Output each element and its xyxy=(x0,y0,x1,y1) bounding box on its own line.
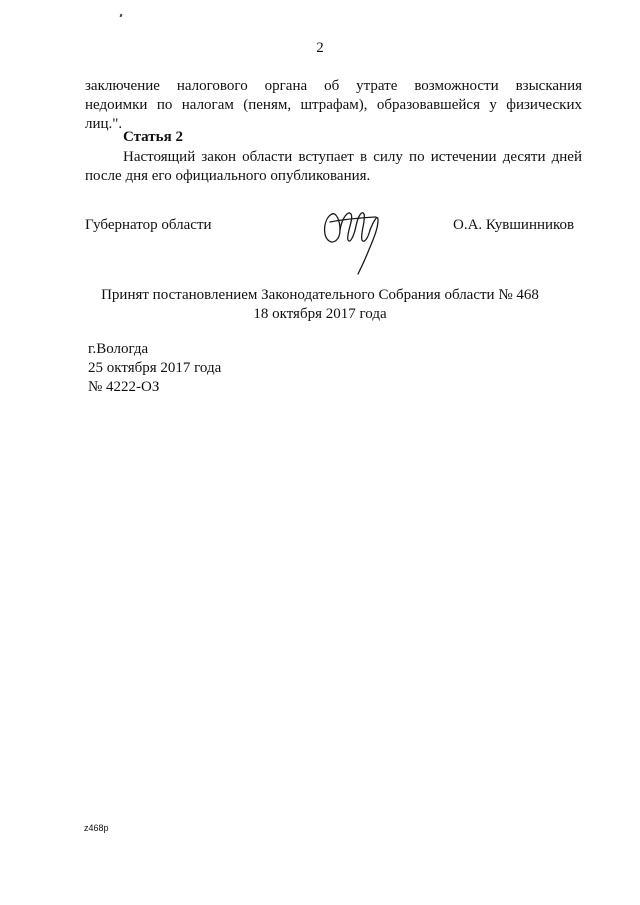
signatory-title: Губернатор области xyxy=(85,217,212,233)
article-line-1: Настоящий закон области вступает в силу по истечении десяти дней xyxy=(123,149,582,165)
adoption-line-1: Принят постановлением Законодательного Собрания области № 468 xyxy=(101,287,539,303)
page-number: 2 xyxy=(316,40,324,56)
adoption-line-2: 18 октября 2017 года xyxy=(253,306,387,322)
article-line-2: после дня его официального опубликования. xyxy=(85,168,371,184)
continuation-line-1: заключение налогового органа об утрате возможности взыскания xyxy=(85,78,582,94)
signing-date: 25 октября 2017 года xyxy=(88,360,222,376)
continuation-paragraph xyxy=(85,77,582,134)
signatory-name: О.А. Кувшинников xyxy=(453,217,575,233)
place-date-block xyxy=(88,340,221,397)
article-heading: Статья 2 xyxy=(123,129,183,145)
article-paragraph xyxy=(85,148,582,186)
adoption-note xyxy=(0,286,640,324)
handwritten-signature xyxy=(318,200,388,276)
city: г.Вологда xyxy=(88,341,149,357)
continuation-line-2: недоимки по налогам (пеням, штрафам), образовавшейся у физических лиц.". xyxy=(85,97,582,132)
scan-speck xyxy=(120,14,123,18)
law-number: № 4222-ОЗ xyxy=(88,379,160,395)
footer-code: z468р xyxy=(84,823,109,833)
